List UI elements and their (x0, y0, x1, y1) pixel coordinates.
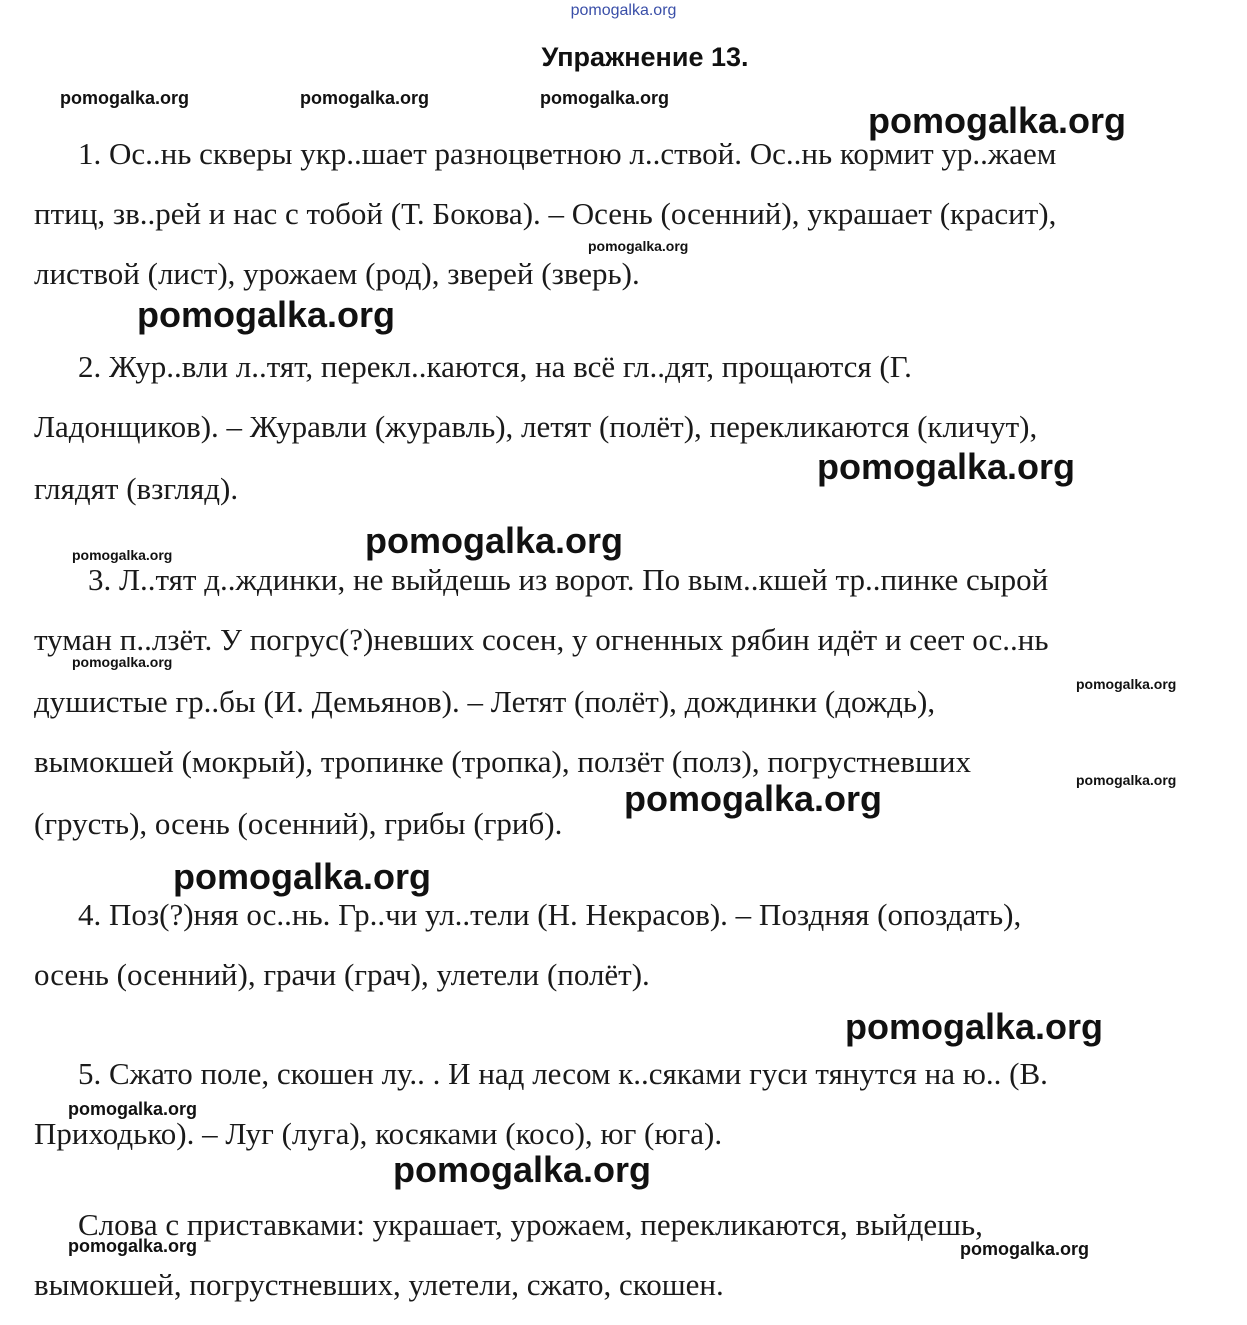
text-line: Приходько). – Луг (луга), косяками (косо), юг (юга). (34, 1116, 723, 1151)
text-line: Слова с приставками: украшает, урожаем, перекликаются, выйдешь, (78, 1207, 983, 1242)
watermark: pomogalka.org (137, 294, 396, 335)
page-title: Упражнение 13. (541, 42, 749, 72)
text-line: птиц, зв..рей и нас с тобой (Т. Бокова). – Осень (осенний), украшает (красит), (34, 196, 1057, 231)
watermark: pomogalka.org (540, 88, 670, 108)
watermark: pomogalka.org (624, 778, 883, 819)
text-line: осень (осенний), грачи (грач), улетели (полёт). (34, 957, 650, 992)
watermark: pomogalka.org (72, 654, 173, 670)
watermark: pomogalka.org (393, 1149, 652, 1190)
watermark: pomogalka.org (173, 856, 432, 897)
watermark: pomogalka.org (817, 446, 1076, 487)
watermark: pomogalka.org (68, 1099, 198, 1119)
text-line: 2. Жур..вли л..тят, перекл..каются, на всё гл..дят, прощаются (Г. (78, 349, 912, 384)
text-line: Ладонщиков). – Журавли (журавль), летят (полёт), перекликаются (кличут), (34, 409, 1038, 444)
text-line: 1. Ос..нь скверы укр..шает разноцветною л..ствой. Ос..нь кормит ур..жаем (78, 136, 1057, 171)
text-line: душистые гр..бы (И. Демьянов). – Летят (полёт), дождинки (дождь), (34, 684, 936, 719)
site-url-top[interactable]: pomogalka.org (570, 2, 677, 19)
watermark: pomogalka.org (960, 1239, 1090, 1259)
text-line: туман п..лзёт. У погрус(?)невших сосен, у огненных рябин идёт и сеет ос..нь (34, 622, 1049, 657)
watermark: pomogalka.org (1076, 676, 1177, 692)
watermark: pomogalka.org (868, 100, 1127, 141)
watermark: pomogalka.org (588, 238, 689, 254)
watermark: pomogalka.org (1076, 772, 1177, 788)
text-line: глядят (взгляд). (34, 471, 239, 506)
text-line: 3. Л..тят д..ждинки, не выйдешь из ворот. По вым..кшей тр..пинке сырой (88, 562, 1049, 597)
text-line: (грусть), осень (осенний), грибы (гриб). (34, 806, 563, 841)
watermark: pomogalka.org (300, 88, 430, 108)
watermark: pomogalka.org (72, 547, 173, 563)
text-line: листвой (лист), урожаем (род), зверей (зверь). (34, 256, 640, 291)
text-line: вымокшей (мокрый), тропинке (тропка), ползёт (полз), погрустневших (34, 744, 972, 779)
text-line: вымокшей, погрустневших, улетели, сжато, скошен. (34, 1267, 724, 1302)
watermark: pomogalka.org (60, 88, 190, 108)
watermark: pomogalka.org (68, 1236, 198, 1256)
watermark: pomogalka.org (365, 520, 624, 561)
text-line: 5. Сжато поле, скошен лу.. . И над лесом к..сяками гуси тянутся на ю.. (В. (78, 1056, 1048, 1091)
watermark: pomogalka.org (845, 1006, 1104, 1047)
text-line: 4. Поз(?)няя ос..нь. Гр..чи ул..тели (Н. Некрасов). – Поздняя (опоздать), (78, 897, 1022, 932)
